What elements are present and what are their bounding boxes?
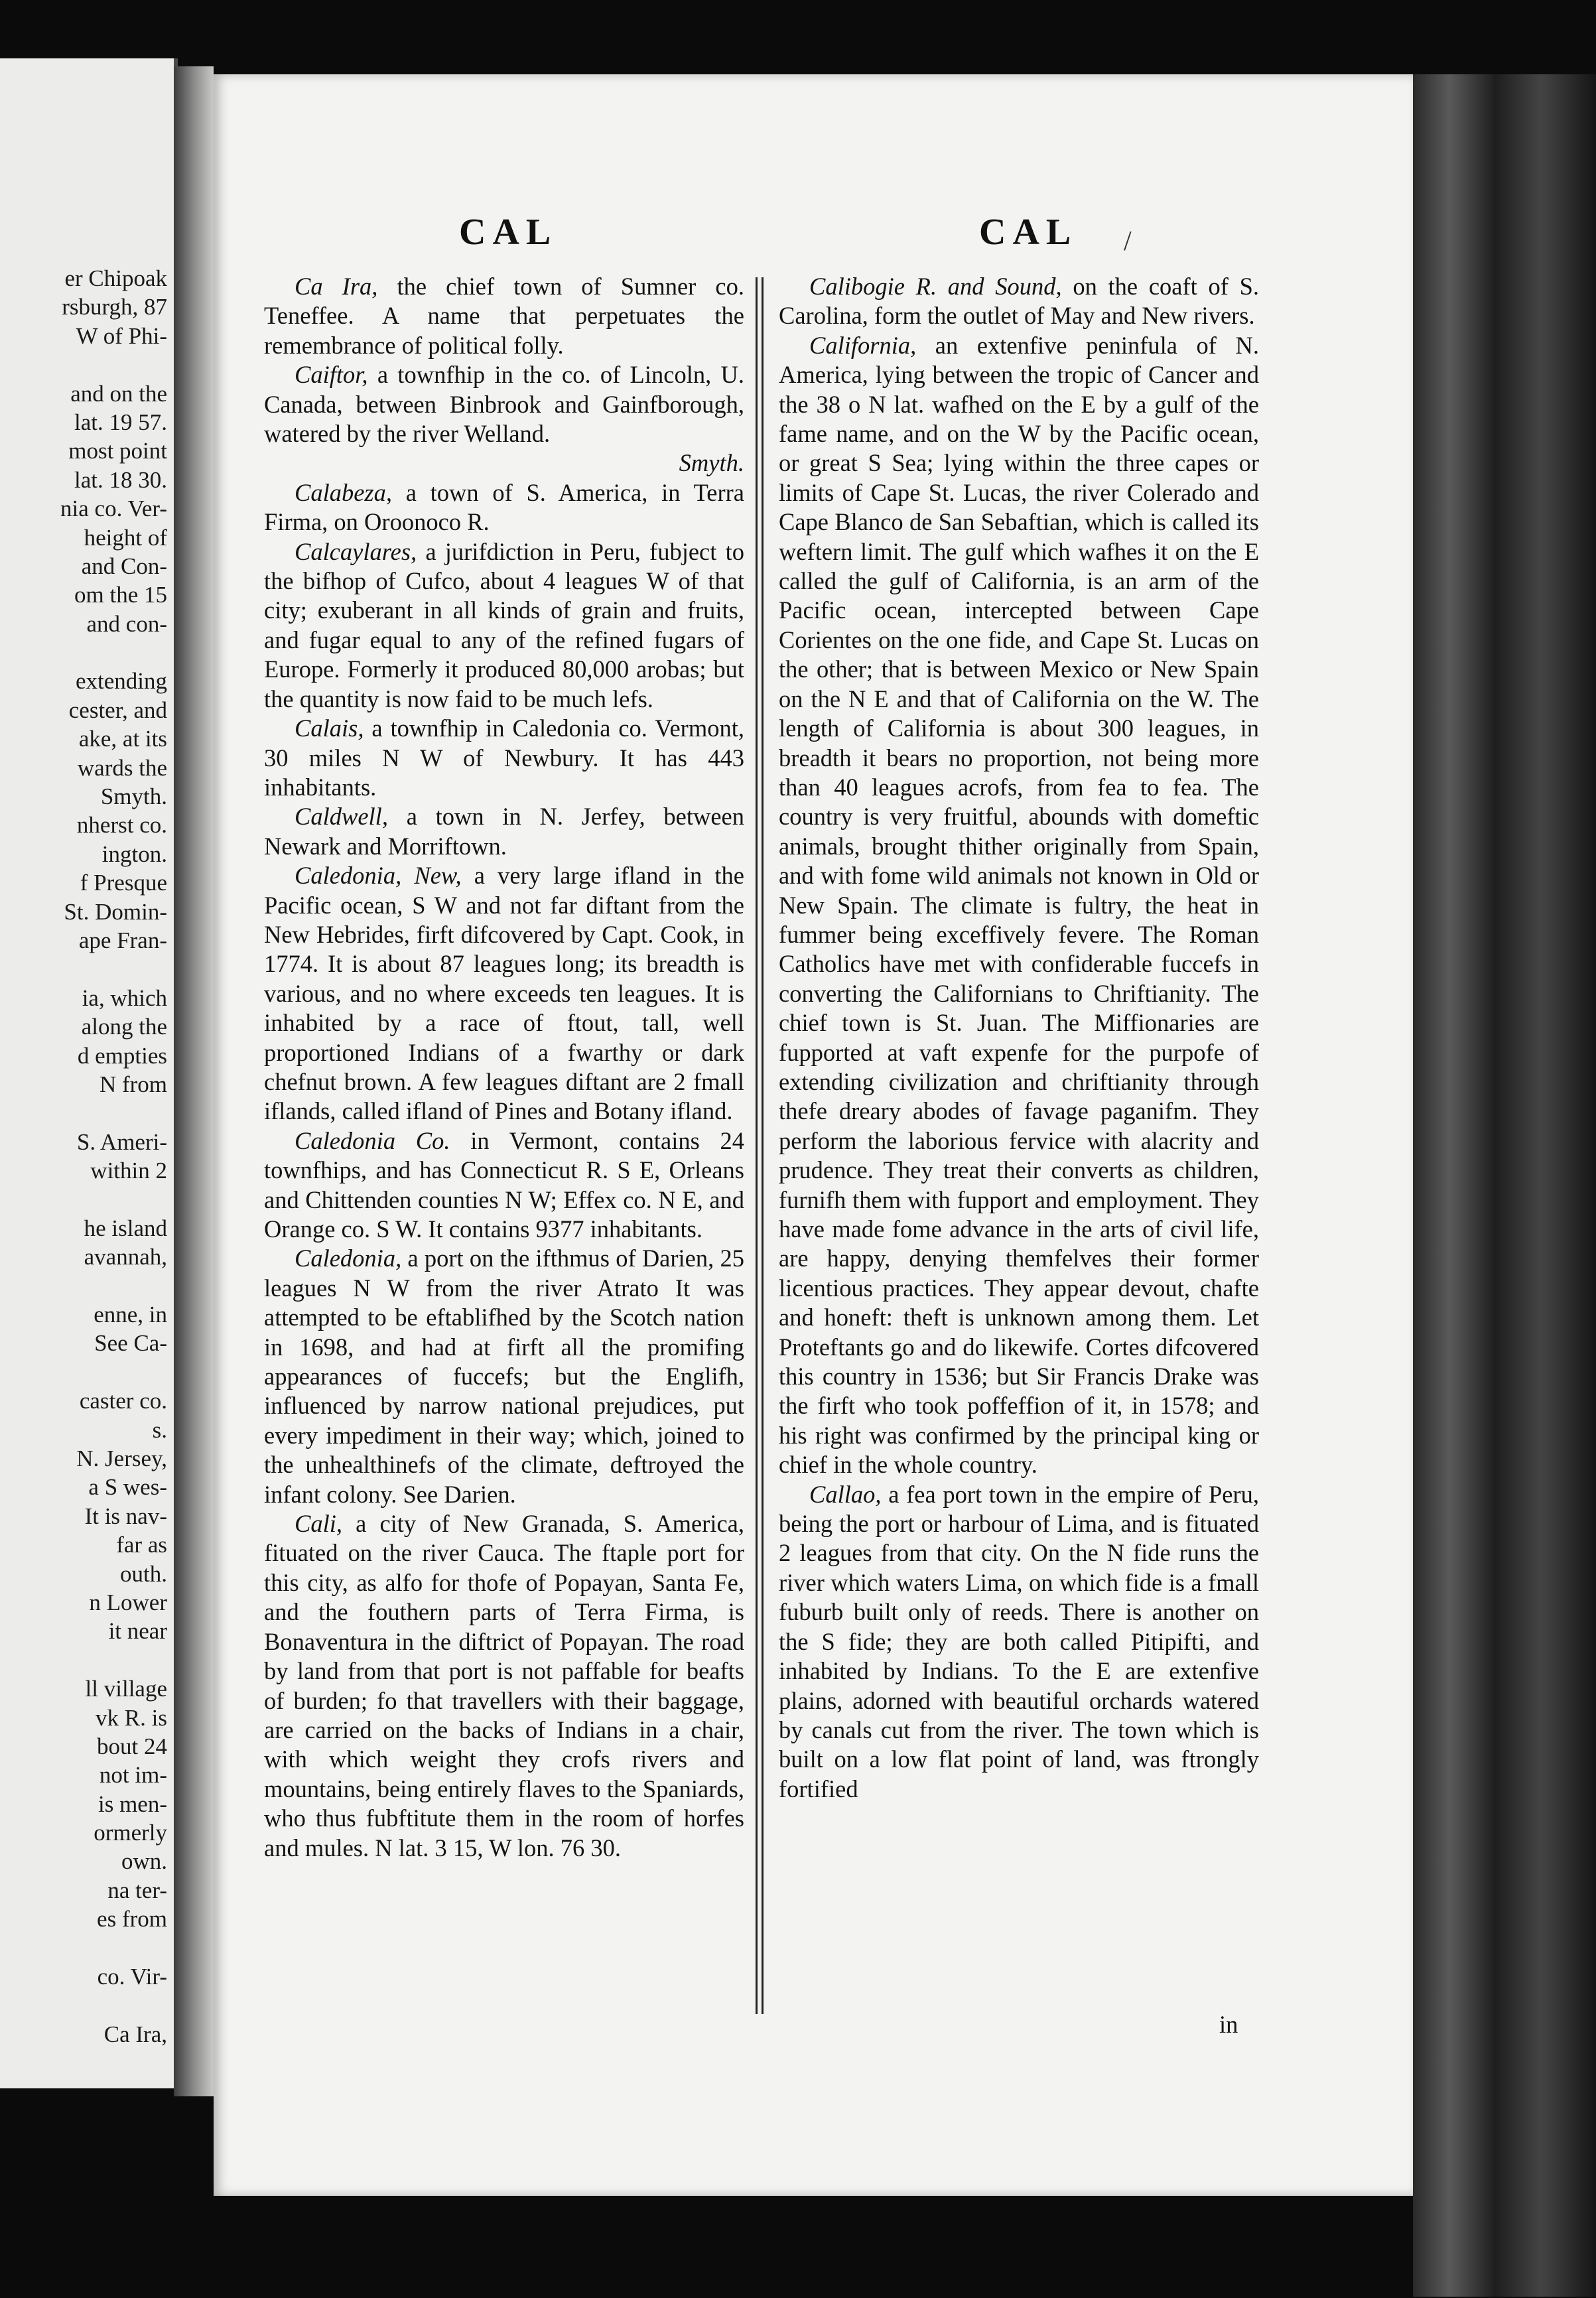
left-page-line xyxy=(0,1272,167,1300)
left-page-line: enne, in xyxy=(94,1302,167,1328)
left-page-line: height of xyxy=(84,524,167,551)
entry-text: a very large ifland in the Pacific ocean, S W and not far diftant from the New Hebrides, firft difcovered by Capt. Cook, in 1774. It is about 87 leagues long; its breadth is various, and no where exceeds ten leagues. It is inhabited by a race of ftout, tall, well proportioned Indians of a fwarthy or dark chefnut brown. A few leagues diftant are 2 fmall iflands, called ifland of Pines and Botany ifland. xyxy=(264,862,744,1125)
left-page-line: Ca Ira, xyxy=(103,2021,167,2047)
left-page-line: vk R. is xyxy=(96,1704,167,1731)
pencil-mark: / xyxy=(1124,226,1132,257)
entry-text: the chief town of Sumner co. Teneffee. A name that perpetuates the remembrance of political folly. xyxy=(264,273,744,359)
dictionary-entry xyxy=(779,272,1259,331)
left-page-line: most point xyxy=(68,438,167,464)
entry-text: a jurifdiction in Peru, fubject to the bifhop of Cufco, about 4 leagues W of that city; exuberant in all kinds of grain and fruits, and fugar equal to any of the refined fugars of Europe. Formerly it produced 80,000 arobas; but the quantity is now faid to be much lefs. xyxy=(264,537,744,712)
left-page-line: within 2 xyxy=(90,1158,167,1184)
dictionary-entry xyxy=(264,802,744,861)
left-page-line: wards the xyxy=(77,754,167,781)
dictionary-entry xyxy=(264,272,744,360)
left-page-line: ia, which xyxy=(82,984,167,1011)
dictionary-entry xyxy=(779,1480,1259,1804)
left-page-line: er Chipoak xyxy=(64,265,167,291)
entry-text: Smyth. xyxy=(679,449,744,477)
left-page-line: es from xyxy=(97,1906,167,1932)
left-page-text xyxy=(0,264,167,2049)
book-gutter xyxy=(174,66,214,2096)
left-page-line: nia co. Ver- xyxy=(60,496,167,522)
left-page-line xyxy=(0,350,167,379)
entry-text: a town of S. America, in Terra Firma, on Oroonoco R. xyxy=(264,478,744,536)
left-page-line: extending xyxy=(75,668,167,695)
dictionary-entry xyxy=(264,1126,744,1245)
dictionary-entry xyxy=(779,331,1259,1480)
entry-text: a townfhip in Caledonia co. Vermont, 30 miles N W of Newbury. It has 443 inhabitants. xyxy=(264,714,744,801)
left-page-line xyxy=(0,955,167,983)
entry-text: a port on the ifthmus of Darien, 25 leagues N W from the river Atrato It was attempted to be eftablifhed by the Scotch nation in 1698, and had at firft all the promifing appearances of fuccefs; but the Englifh, influenced by narrow national prejudices, put every impediment in their way; which, joined to the unhealthinefs of the climate, deftroyed the infant colony. See Darien. xyxy=(264,1245,744,1508)
catchword: in xyxy=(1219,2011,1238,2038)
left-page-line: it near xyxy=(108,1618,167,1645)
entry-term: Calais, xyxy=(295,714,364,742)
left-page-line: S. Ameri- xyxy=(76,1128,167,1155)
left-page-line: na ter- xyxy=(107,1877,167,1903)
entry-term: Calabeza, xyxy=(295,478,393,506)
left-page-line: cester, and xyxy=(68,697,167,723)
left-page-line: along the xyxy=(81,1014,167,1040)
left-page-line: own. xyxy=(121,1848,167,1875)
left-page-line xyxy=(0,1358,167,1386)
entry-term: Calibogie R. and Sound, xyxy=(809,273,1062,300)
entry-term: Callao, xyxy=(809,1480,882,1508)
left-page-line: outh. xyxy=(120,1560,167,1587)
dictionary-entry xyxy=(264,537,744,714)
entry-term: Ca Ira, xyxy=(295,273,378,300)
entry-term: Calcaylares, xyxy=(295,537,417,565)
left-page-line: lat. 19 57. xyxy=(74,409,167,435)
dictionary-entry xyxy=(264,1244,744,1509)
left-page-line: bout 24 xyxy=(97,1733,167,1759)
right-column xyxy=(779,272,1259,1804)
dictionary-entry xyxy=(264,861,744,1126)
book-edge xyxy=(1413,74,1596,2297)
left-page-line: ape Fran- xyxy=(78,927,167,953)
left-page-line xyxy=(0,1991,167,2019)
entry-term: Caledonia, New, xyxy=(295,862,462,890)
dictionary-entry xyxy=(264,360,744,448)
left-page-line: It is nav- xyxy=(84,1503,167,1529)
left-page-line: is men- xyxy=(98,1791,167,1817)
dictionary-entry xyxy=(264,1509,744,1863)
entry-text: a townfhip in the co. of Lincoln, U. Canada, between Binbrook and Gainfborough, watered by the river Welland. xyxy=(264,361,744,448)
entry-term: California, xyxy=(809,331,917,359)
left-page-line: f Presque xyxy=(80,870,167,896)
left-page-line: caster co. xyxy=(79,1388,167,1414)
running-head-right: CAL xyxy=(979,212,1078,253)
left-page-line: See Ca- xyxy=(94,1330,167,1357)
left-page-line: a S wes- xyxy=(88,1474,167,1501)
left-page-line: d empties xyxy=(77,1042,167,1069)
left-page-line: ake, at its xyxy=(78,726,167,752)
dictionary-entry xyxy=(264,448,744,478)
left-page-line xyxy=(0,1646,167,1674)
left-page-line: lat. 18 30. xyxy=(74,466,167,493)
left-page-line: ington. xyxy=(101,841,167,867)
left-page-line: W of Phi- xyxy=(76,322,167,349)
entry-text: in Vermont, contains 24 townfhips, and has Connecticut R. S E, Orleans and Chittenden counties N W; Effex co. N E, and Orange co. S W. It contains 9377 inhabitants. xyxy=(264,1126,744,1243)
left-page-line: and con- xyxy=(86,610,167,637)
column-rule xyxy=(756,277,764,2014)
entry-term: Caledonia Co. xyxy=(295,1126,450,1154)
left-page-line: N. Jersey, xyxy=(76,1446,167,1472)
running-head-left: CAL xyxy=(459,212,558,253)
left-facing-page xyxy=(0,58,178,2088)
entry-text: on the coaft of S. Carolina, form the outlet of May and New rivers. xyxy=(779,273,1259,330)
left-page-line: s. xyxy=(152,1416,167,1443)
left-page-line: ll village xyxy=(85,1676,167,1702)
dictionary-entry xyxy=(264,714,744,802)
entry-term: Caledonia, xyxy=(295,1245,402,1272)
left-page-line: rsburgh, 87 xyxy=(62,294,167,320)
left-page-line: he island xyxy=(84,1215,167,1241)
left-column xyxy=(264,272,744,1863)
entry-term: Cali, xyxy=(295,1510,343,1538)
left-page-line: ormerly xyxy=(94,1820,167,1846)
left-page-line: om the 15 xyxy=(74,582,167,608)
dictionary-entry xyxy=(264,478,744,537)
entry-text: a fea port town in the empire of Peru, being the port or harbour of Lima, and is fituated 2 leagues from that city. On the N fide runs the river which waters Lima, on which fide is a fmall fuburb built only of reeds. There is another on the S fide; they are both called Pitipifti, and inhabited by Indians. To the E are extenfive plains, adorned with beautiful orchards watered by canals cut from the river. The town which is built on a low flat point of land, was ftrongly fortified xyxy=(779,1480,1259,1802)
left-page-line: and Con- xyxy=(81,553,167,579)
left-page-line: co. Vir- xyxy=(97,1964,167,1990)
left-page-line: not im- xyxy=(99,1762,167,1789)
left-page-line: Smyth. xyxy=(100,783,167,810)
left-page-line xyxy=(0,1934,167,1962)
left-page-line: avannah, xyxy=(84,1244,167,1270)
left-page-line xyxy=(0,1099,167,1127)
left-page-line: and on the xyxy=(70,380,167,407)
entry-term: Caiftor, xyxy=(295,361,368,389)
left-page-line: far as xyxy=(116,1532,167,1558)
entry-text: a city of New Granada, S. America, fituated on the river Cauca. The ftaple port for this city, as alfo for thofe of Popayan, Santa Fe, and the fouthern parts of Terra Firma, is Bonaventura in the diftrict of Popayan. The road by land from that port is not paffable for beafts of burden; fo that travellers with their baggage, are carried on the backs of Indians in a chair, with which weight they crofs rivers and mountains, being entirely flaves to the Spaniards, who thus fubftitute them in the room of horfes and mules. N lat. 3 15, W lon. 76 30. xyxy=(264,1510,744,1861)
entry-text: an extenfive peninfula of N. America, lying between the tropic of Cancer and the 38 o N lat. wafhed on the E by a gulf of the fame name, and on the W by the Pacific ocean, or great S Sea; lying within the three capes or limits of Cape St. Lucas, the river Colerado and Cape Blanco de San Sebaftian, which is called its weftern limit. The gulf which wafhes it on the E called the gulf of California, is an arm of the Pacific ocean, intercepted between Cape Corientes on the one fide, and Cape St. Lucas on the other; that is between Mexico or New Spain on the N E and that of California on the W. The length of California is about 300 leagues, in breadth it bears no proportion, not being more than 40 leagues acrofs, from fea to fea. The country is very fruitful, abounds with domeftic animals, brought thither originally from Spain, and with fome wild animals not known in Old or New Spain. The climate is fultry, the heat in fummer being exceffively fevere. The Roman Catholics have met with confiderable fuccefs in converting the Californians to Chriftianity. The chief town is St. Juan. The Miffionaries are fupported at vaft expenfe for the purpofe of extending civilization and chriftianity through thefe dreary abodes of favage paganifm. They perform the laborious fervice with alacrity and prudence. They treat their converts as children, furnifh them with fupport and employment. They have made fome advance in the arts of civil life, are happy, denying themfelves their former licentious practices. They appear devout, chafte and honeft: theft is unknown among them. Let Proteftants go and do likewife. Cortes difcovered this country in 1536; but Sir Francis Drake was the firft who took poffeffion of it, in 1578; and his right was confirmed by the principal king or chief in the whole country. xyxy=(779,331,1259,1479)
left-page-line: St. Domin- xyxy=(64,898,167,925)
left-page-line xyxy=(0,638,167,667)
left-page-line xyxy=(0,1185,167,1214)
entry-text: a town in N. Jerfey, between Newark and Morriftown. xyxy=(264,803,744,860)
left-page-line: nherst co. xyxy=(76,812,167,839)
entry-term: Caldwell, xyxy=(295,803,388,831)
left-page-line: n Lower xyxy=(89,1589,167,1615)
left-page-line: N from xyxy=(99,1071,167,1097)
